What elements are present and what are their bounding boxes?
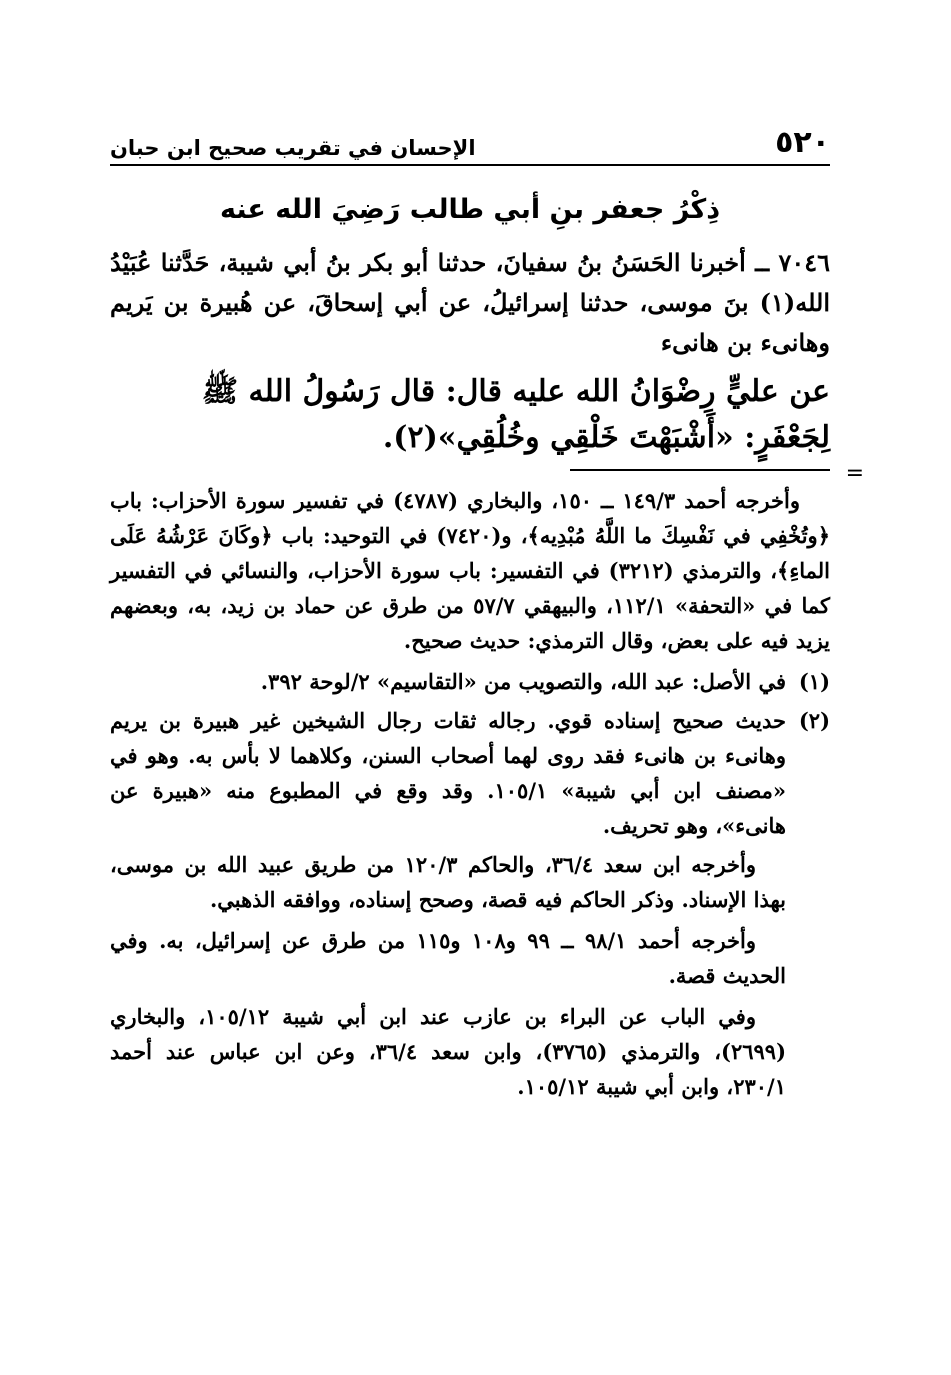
page-header	[110, 118, 830, 166]
footnote-2-paragraph-4: وفي الباب عن البراء بن عازب عند ابن أبي شيبة ١٠٥/١٢، والبخاري (٢٦٩٩)، والترمذي (٣٧٦٥)، وابن سعد ٣٦/٤، وعن ابن عباس عند أحمد ٢٣٠/١، وابن أبي شيبة ١٠٥/١٢.	[110, 1004, 787, 1099]
book-page	[110, 118, 864, 1110]
footnote-1	[110, 664, 830, 699]
section-heading: ذِكْرُ جعفر بنِ أبي طالب رَضِيَ الله عنه	[219, 194, 721, 225]
footnotes	[110, 483, 830, 1104]
continuation-mark: =	[845, 461, 864, 486]
footnote-1-number: (١)	[798, 669, 830, 694]
footnote-2	[110, 703, 830, 843]
footnote-1-text: في الأصل: عبد الله، والتصويب من «التقاسيم» ٢/لوحة ٣٩٢.	[260, 669, 786, 694]
footnote-divider-row	[110, 461, 864, 486]
page-number: ٥٢٠	[775, 125, 830, 160]
hadith-chain: ٧٠٤٦ ــ أخبرنا الحَسَنُ بنُ سفيانَ، حدثنا أبو بكر بنُ أبي شيبة، حَدَّثنا عُبَيْدُ الله(١) بنَ موسى، حدثنا إسرائيلُ، عن أبي إسحاقَ، عن هُبيرة بن يَريم وهانىء بن هانىء	[110, 248, 830, 357]
footnote-2-number: (٢)	[798, 708, 830, 733]
running-title: الإحسان في تقريب صحيح ابن حبان	[110, 136, 476, 160]
hadith-matn: عن عليٍّ رِضْوَانُ الله عليه قال: قال رَسُولُ الله ﷺ لِجَعْفَرٍ: «أَشْبَهْتَ خَلْقِي وخُلُقِي»(٢).	[201, 374, 830, 455]
footnote-divider	[570, 469, 830, 471]
footnote-2-paragraph-2: وأخرجه ابن سعد ٣٦/٤، والحاكم ١٢٠/٣ من طريق عبيد الله بن موسى، بهذا الإسناد. وذكر الحاكم فيه قصة، وصحح إسناده، ووافقه الذهبي.	[110, 852, 786, 912]
footnote-2-text: حديث صحيح إسناده قوي. رجاله ثقات رجال الشيخين غير هبيرة بن يريم وهانىء بن هانىء فقد روى لهما أصحاب السنن، وكلاهما لا بأس به. وهو في «مصنف ابن أبي شيبة» ١٠٥/١. وقد وقع في المطبوع منه «هبيرة عن هانىء»، وهو تحريف.	[110, 708, 786, 838]
footnote-continuation: وأخرجه أحمد ١٤٩/٣ ــ ١٥٠، والبخاري (٤٧٨٧) في تفسير سورة الأحزاب: باب ﴿وتُخْفِي في نَفْسِكَ ما اللَّهُ مُبْدِيه﴾، و(٧٤٢٠) في التوحيد: باب ﴿وكَانَ عَرْشُهُ عَلَى الماءِ﴾، والترمذي (٣٢١٢) في التفسير: باب سورة الأحزاب، والنسائي في التفسير كما في «التحفة» ١١٢/١، والبيهقي ٥٧/٧ من طرق عن حماد بن زيد، به، وبعضهم يزيد فيه على بعض، وقال الترمذي: حديث صحيح.	[110, 488, 831, 653]
footnote-2-paragraph-3: وأخرجه أحمد ٩٨/١ ــ ٩٩ و١٠٨ و١١٥ من طرق عن إسرائيل، به. وفي الحديث قصة.	[110, 928, 786, 988]
